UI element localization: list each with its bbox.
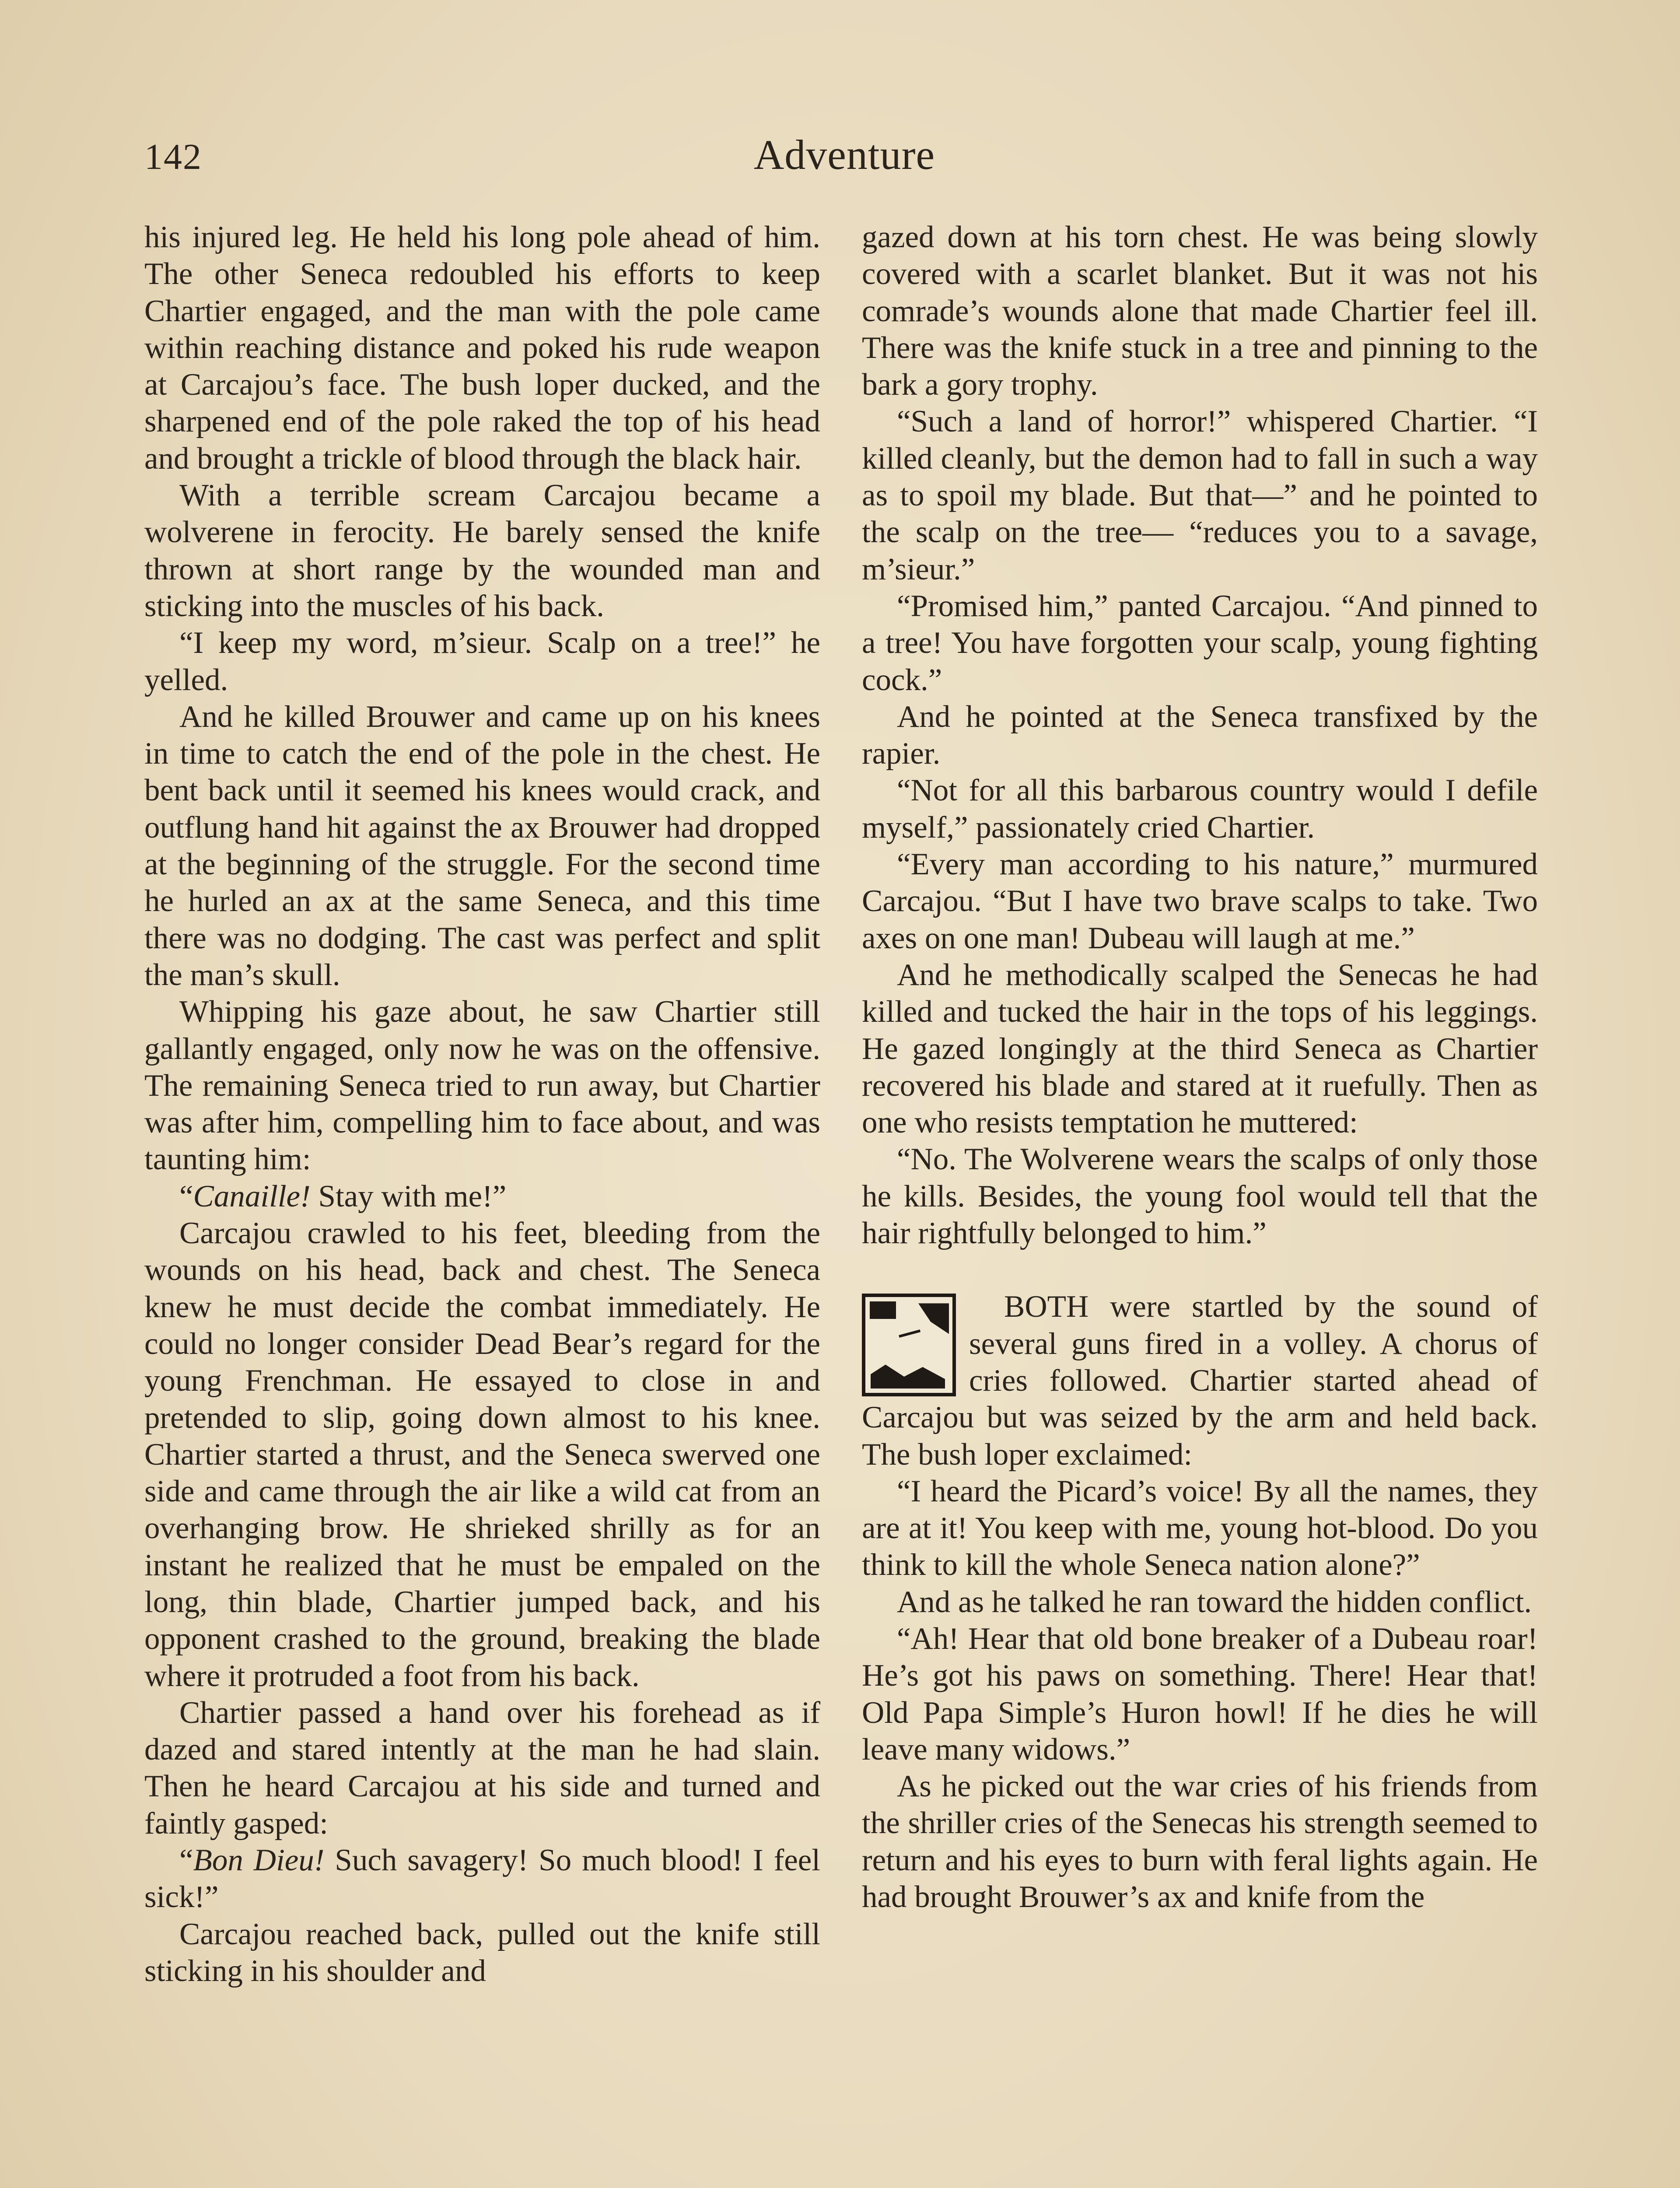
italic-phrase: Bon Dieu! bbox=[193, 1843, 325, 1878]
paragraph: “I keep my word, m’sieur. Scalp on a tree!” he yelled. bbox=[144, 626, 820, 697]
paragraph-text: Such savagery! So much blood! I feel sick!” bbox=[144, 1843, 821, 1914]
decorative-dropcap-icon bbox=[862, 1294, 956, 1396]
right-column-top bbox=[862, 219, 1538, 1252]
paragraph: “Bon Dieu! Such savagery! So much blood! I feel sick!” bbox=[144, 1843, 821, 1914]
paragraph: his injured leg. He held his long pole ahead of him. The other Seneca redoubled his efforts to keep Chartier engaged, and the man with the pole came within reaching distance and poked his rude weapon at Carcajou’s face. The bush loper ducked, and the sharpened end of the pole raked the top of his head and brought a trickle of blood through the black hair. bbox=[144, 220, 820, 476]
paragraph: And he pointed at the Seneca transfixed by the rapier. bbox=[862, 699, 1538, 771]
paragraph: And he methodically scalped the Senecas he had killed and tucked the hair in the tops of his leggings. He gazed longingly at the third Seneca as Chartier recovered his blade and stared at it ruefully. Then as one who resists temptation he muttered: bbox=[862, 957, 1538, 1140]
paragraph: And he killed Brouwer and came up on his knees in time to catch the end of the pole in the chest. He bent back until it seemed his knees would crack, and outflung hand hit against the ax Brouwer had dropped at the beginning of the struggle. For the second time he hurled an ax at the same Seneca, and this time there was no dodging. The cast was perfect and split the man’s skull. bbox=[144, 699, 820, 992]
right-column bbox=[862, 219, 1538, 1915]
paragraph: “Canaille! Stay with me!” bbox=[179, 1179, 507, 1213]
paragraph: gazed down at his torn chest. He was being slowly covered with a scarlet blanket. But it was not his comrade’s wounds alone that made Chartier feel ill. There was the knife stuck in a tree and pinning to the bark a gory trophy. bbox=[862, 220, 1538, 402]
paragraph: Chartier passed a hand over his forehead as if dazed and stared intently at the man he had slain. Then he heard Carcajou at his side and turned and faintly gasped: bbox=[144, 1695, 820, 1841]
paragraph: “Promised him,” panted Carcajou. “And pinned to a tree! You have forgotten your scalp, young fighting cock.” bbox=[862, 589, 1538, 697]
paragraph: “Ah! Hear that old bone breaker of a Dubeau roar! He’s got his paws on something. There! Hear that! Old Papa Simple’s Huron howl! If he dies he will leave many widows.” bbox=[862, 1621, 1538, 1767]
paragraph: “I heard the Picard’s voice! By all the names, they are at it! You keep with me, young hot-blood. Do you think to kill the whole Seneca nation alone?” bbox=[862, 1474, 1538, 1582]
dropcap-paragraph bbox=[862, 1288, 1538, 1473]
paragraph: Whipping his gaze about, he saw Chartier still gallantly engaged, only now he was on the offensive. The remaining Seneca tried to run away, but Chartier was after him, compelling him to face about, and was taunting him: bbox=[144, 995, 820, 1177]
paragraph: “Every man according to his nature,” murmured Carcajou. “But I have two brave scalps to take. Two axes on one man! Dubeau will laugh at me.” bbox=[862, 847, 1538, 955]
section-break bbox=[862, 1252, 1538, 1288]
page-number: 142 bbox=[144, 137, 202, 177]
paragraph: As he picked out the war cries of his friends from the shriller cries of the Senecas his strength seemed to return and his eyes to burn with feral lights again. He had brought Brouwer’s ax and knife from the bbox=[862, 1769, 1538, 1914]
left-column bbox=[144, 219, 820, 1989]
paragraph: Carcajou reached back, pulled out the knife still sticking in his shoulder and bbox=[144, 1917, 820, 1988]
paragraph: “Not for all this barbarous country would I defile myself,” passionately cried Chartier. bbox=[862, 773, 1538, 845]
paragraph-text: Stay with me!” bbox=[310, 1179, 507, 1213]
running-head: Adventure bbox=[753, 131, 935, 178]
paragraph: Carcajou crawled to his feet, bleeding from the wounds on his head, back and chest. The Seneca knew he must decide the combat immediately. He could no longer consider Dead Bear’s regard for the young Frenchman. He essayed to close in and pretended to slip, going down almost to his knee. Chartier started a thrust, and the Seneca swerved one side and came through the air like a wild cat from an overhanging brow. He shrieked shrilly as for an instant he realized that he must be empaled on the long, thin blade, Chartier jumped back, and his opponent crashed to the ground, breaking the blade where it protruded a foot from his back. bbox=[144, 1216, 820, 1693]
paragraph: “Such a land of horror!” whispered Chartier. “I killed cleanly, but the demon had to fall in such a way as to spoil my blade. But that—” and he pointed to the scalp on the tree— “reduces you to a savage, m’sieur.” bbox=[862, 404, 1538, 586]
paragraph: “No. The Wolverene wears the scalps of only those he kills. Besides, the young fool would tell that the hair rightfully belonged to him.” bbox=[862, 1142, 1538, 1251]
paragraph: And as he talked he ran toward the hidden conflict. bbox=[897, 1585, 1532, 1619]
right-column-bottom bbox=[862, 1473, 1538, 1916]
italic-phrase: Canaille! bbox=[193, 1179, 311, 1213]
dropcap-paragraph-text: BOTH were startled by the sound of several guns fired in a volley. A chorus of cries followed. Chartier started ahead of Carcajou but was seized by the arm and held back. The bush loper exclaimed: bbox=[862, 1290, 1538, 1472]
page-header bbox=[144, 127, 1544, 188]
paragraph: With a terrible scream Carcajou became a wolverene in ferocity. He barely sensed the knife thrown at short range by the wounded man and sticking into the muscles of his back. bbox=[144, 478, 820, 623]
